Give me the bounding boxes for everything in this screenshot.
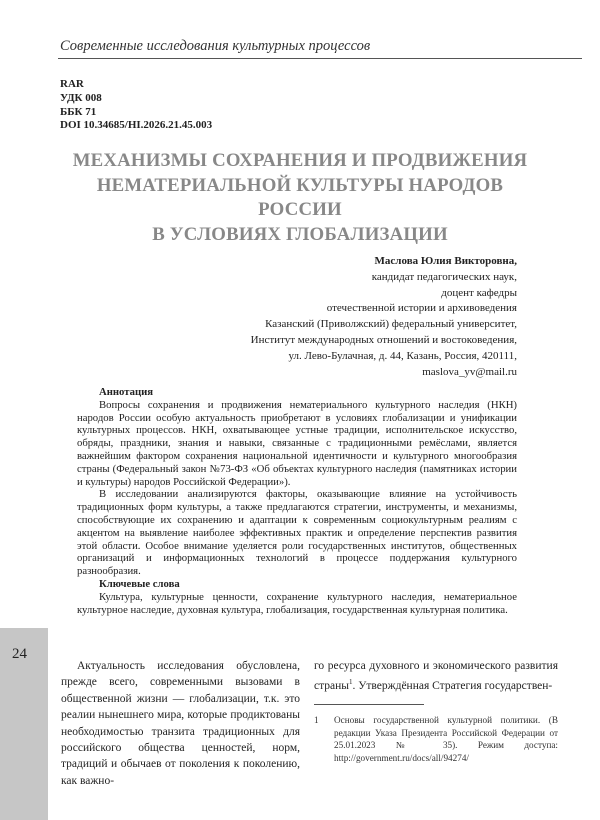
body-right-text: го ресурса духовного и экономического развития страны bbox=[314, 660, 558, 693]
author-institute: Институт международных отношений и востоковедения, bbox=[250, 333, 517, 346]
body-right-paragraph bbox=[314, 658, 558, 695]
footnote-ref[interactable]: 1 bbox=[349, 678, 353, 687]
rar-code: RAR bbox=[60, 78, 84, 90]
footnote bbox=[314, 714, 558, 764]
keywords-label: Ключевые слова bbox=[99, 577, 180, 590]
author-degree: кандидат педагогических наук, bbox=[371, 270, 517, 283]
footnote-divider bbox=[314, 704, 424, 705]
body-left-paragraph: Актуальность исследования обусловлена, прежде всего, современными вызовами в общественной жизни — глобализации, т.к. это реалии нынешнего мира, которые продиктованы необходимостью транзита традиционных для российского общества ценностей, норм, традиций и обычаев от поколения к поколению, как важно- bbox=[61, 660, 300, 787]
body-left-column bbox=[61, 658, 300, 789]
author-name: Маслова Юлия Викторовна, bbox=[374, 255, 517, 267]
author-email: maslova_yv@mail.ru bbox=[422, 365, 517, 378]
page-number: 24 bbox=[12, 646, 27, 662]
article-title bbox=[60, 149, 540, 247]
author-address: ул. Лево-Булачная, д. 44, Казань, Россия, 420111, bbox=[288, 349, 517, 362]
header-divider bbox=[58, 58, 582, 59]
author-block bbox=[251, 254, 517, 380]
body-right-rest: . Утверждённая Стратегия государствен- bbox=[352, 680, 553, 693]
article-meta bbox=[60, 78, 212, 133]
author-position: доцент кафедры bbox=[441, 286, 517, 299]
body-right-column bbox=[314, 658, 558, 695]
abstract-paragraph-2: В исследовании анализируются факторы, оказывающие влияние на устойчивость традиционных форм культуры, а также предлагаются стратегии, инструменты, и механизмы, способствующие их сохранению и адаптации к современным социокультурным реалиям с акцентом на выявление наиболее эффективных практик и определение перспектив развития этой области. Особое внимание уделяется роли государственных институтов, общественных организаций и информационных технологий в процессе поддержания культурного разнообразия. bbox=[77, 488, 517, 578]
doi: DOI 10.34685/HI.2026.21.45.003 bbox=[60, 119, 213, 132]
title-line-2: НЕМАТЕРИАЛЬНОЙ КУЛЬТУРЫ НАРОДОВ РОССИИ bbox=[96, 174, 504, 220]
journal-header: Современные исследования культурных процессов bbox=[60, 38, 371, 54]
footnote-text: Основы государственной культурной политики. (В редакции Указа Президента Российской Федерации от 25.01.2023 № 35). Режим доступа: http://government.ru/docs/all/94274/ bbox=[334, 715, 558, 763]
author-university: Казанский (Приволжский) федеральный университет, bbox=[265, 318, 517, 331]
bbk-code: ББК 71 bbox=[60, 105, 97, 118]
udk-code: УДК 008 bbox=[60, 91, 102, 104]
author-department: отечественной истории и архивоведения bbox=[326, 302, 517, 315]
abstract-section bbox=[77, 386, 517, 616]
title-line-1: МЕХАНИЗМЫ СОХРАНЕНИЯ И ПРОДВИЖЕНИЯ bbox=[72, 150, 528, 171]
title-line-3: В УСЛОВИЯХ ГЛОБАЛИЗАЦИИ bbox=[152, 223, 448, 245]
keywords-text: Культура, культурные ценности, сохранение культурного наследия, нематериальное культурное наследие, духовная культура, глобализация, государственная культурная политика. bbox=[77, 590, 517, 616]
abstract-paragraph-1: Вопросы сохранения и продвижения нематериального культурного наследия (НКН) народов России особую актуальность приобретают в условиях глобализации и унификации культурных процессов. НКН, охватывающее устные традиции, исполнительское искусство, обряды, праздники, знания и навыки, связанные с традиционными ремёслами, является важнейшим фактором сохранения национальной идентичности и культурного многообразия страны (Федеральный закон №73-ФЗ «Об объектах культурного наследия (памятниках истории и культуры) народов Российской Федерации»). bbox=[77, 398, 517, 488]
abstract-label: Аннотация bbox=[99, 386, 154, 398]
footnote-number: 1 bbox=[314, 715, 319, 725]
